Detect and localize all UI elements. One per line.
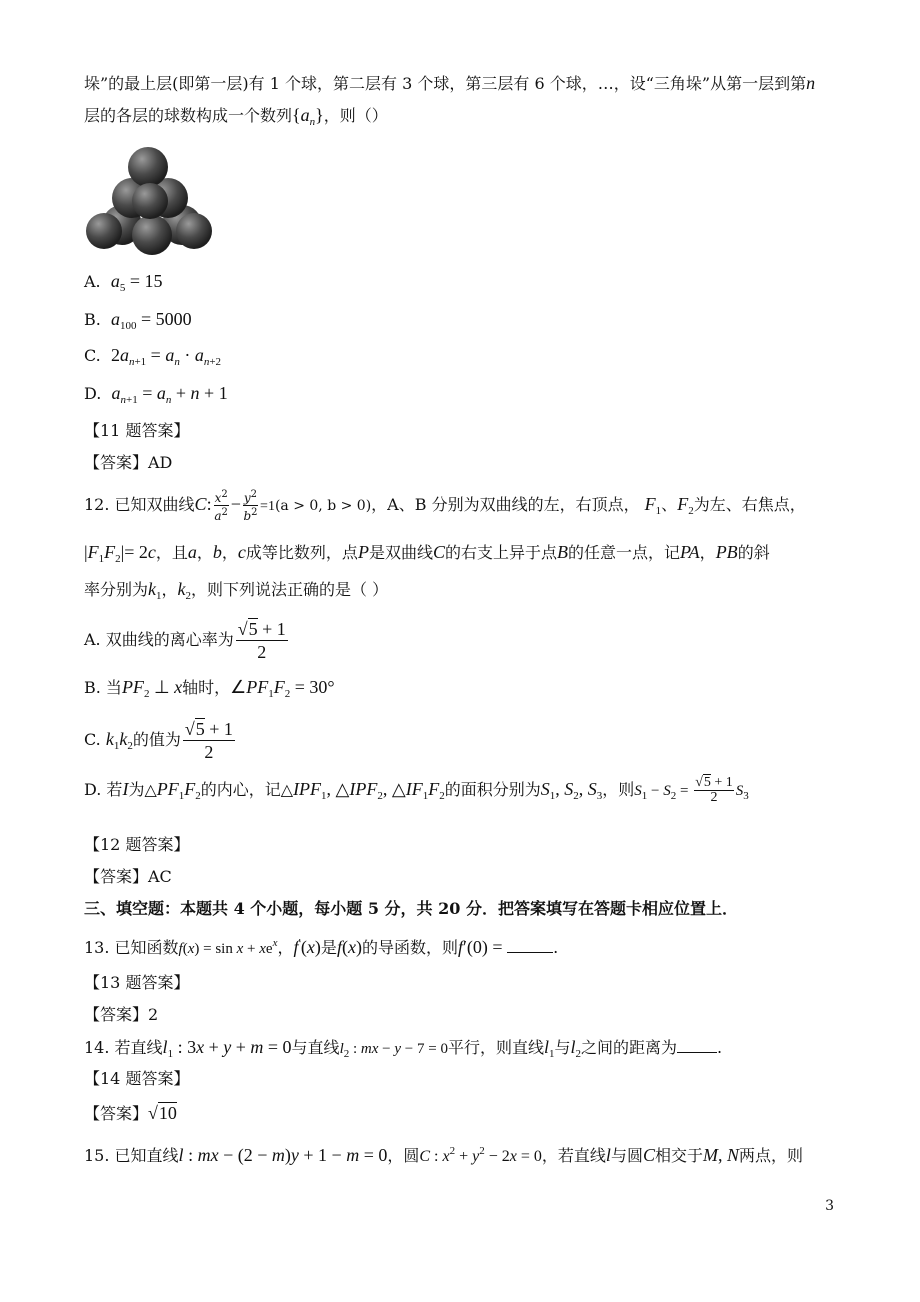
q12-stem-line-2: $|F_1F_2|= 2c$，且a，b，c成等比数列，点P是双曲线C的右支上异于点B的任意一点，记PA，PB的斜 — [84, 542, 770, 565]
q13-answer-blank — [507, 936, 553, 953]
q11-option-d: D. $a_{n+1} = a_n + n + 1$ — [84, 383, 228, 406]
q12-option-d: D. 若I为$\triangle PF_1F_2$的内心，记$\triangle IPF_1$, $\triangle IPF_2$, $\triangle IF_1F_2$的面积分别为$S_1$, $S_2$, $S_3$，则$S_1 - S_2$ = $\frac{√5 + 1}{2}$ $S_3$ — [84, 775, 749, 805]
q12-stem-line-3: 率分别为$k_1$，$k_2$，则下列说法正确的是（ ） — [84, 579, 389, 602]
q11-answer: 【答案】AD — [84, 453, 173, 472]
q11-option-c: C. $2a_{n+1} = a_n \cdot a_{n+2}$ — [84, 345, 222, 368]
q12-stem-line-1: 12. 已知双曲线C: $\frac{x^2}{a^2}$ − $\frac{y^2}{b^2}$ =1(a > 0, b > 0)，A、B 分别为双曲线的左，右顶点， $F_1$、$F_2$为左、右焦点， — [84, 489, 806, 523]
q14-answer-header: 【14 题答案】 — [84, 1069, 190, 1088]
q12-answer-header: 【12 题答案】 — [84, 835, 190, 854]
section-3-heading: 三、填空题：本题共 4 个小题，每小题 5 分，共 20 分．把答案填写在答题卡相应位置上． — [84, 899, 738, 918]
intro-line-1: 垛”的最上层(即第一层)有 1 个球，第二层有 3 个球，第三层有 6 个球，…，设“三角垛”从第一层到第n — [84, 73, 816, 93]
page-number: 3 — [825, 1198, 834, 1214]
q11-option-a: A. $a_5 = 15$ — [84, 271, 163, 294]
q14-stem: 14. 若直线$l_1$ : 3x + y + m = 0与直线$l_2$ : mx − y − 7 = 0平行，则直线$l_1$与$l_2$之间的距离为 . — [84, 1037, 723, 1060]
q12-answer: 【答案】AC — [84, 867, 172, 886]
q13-stem: 13. 已知函数$f(x) = \sin x + xe^x$，f′(x)是f(x)的导函数，则f′(0) = . — [84, 937, 559, 957]
q12-option-a: A. 双曲线的离心率为 $\frac{√5 + 1}{2}$ — [84, 619, 286, 662]
q12-option-c: C. $k_1k_2$的值为 $\frac{√5 + 1}{2}$ — [84, 719, 233, 762]
q13-answer-header: 【13 题答案】 — [84, 973, 190, 992]
q14-answer-blank — [677, 1036, 717, 1053]
ball-pyramid-image — [86, 143, 212, 255]
q11-answer-header: 【11 题答案】 — [84, 421, 190, 440]
intro-line-2: 层的各层的球数构成一个数列$\{a_n\}$，则（） — [84, 105, 388, 128]
sequence-an: $\{a_n\}$ — [292, 105, 324, 128]
q12-option-b: B. 当$PF_2$ ⊥ x轴时，$\angle PF_1F_2 = 30^\circ$ — [84, 677, 335, 700]
q14-answer: 【答案】√10 — [84, 1103, 177, 1123]
q13-answer: 【答案】2 — [84, 1005, 159, 1024]
q15-stem: 15. 已知直线l : mx − (2 − m)y + 1 − m = 0，圆C : $x^2 + y^2 - 2x = 0$，若直线l与圆C相交于M, N两点，则 — [84, 1145, 804, 1165]
var-n: n — [806, 73, 816, 93]
q11-option-b: B. $a_{100} = 5000$ — [84, 309, 192, 332]
